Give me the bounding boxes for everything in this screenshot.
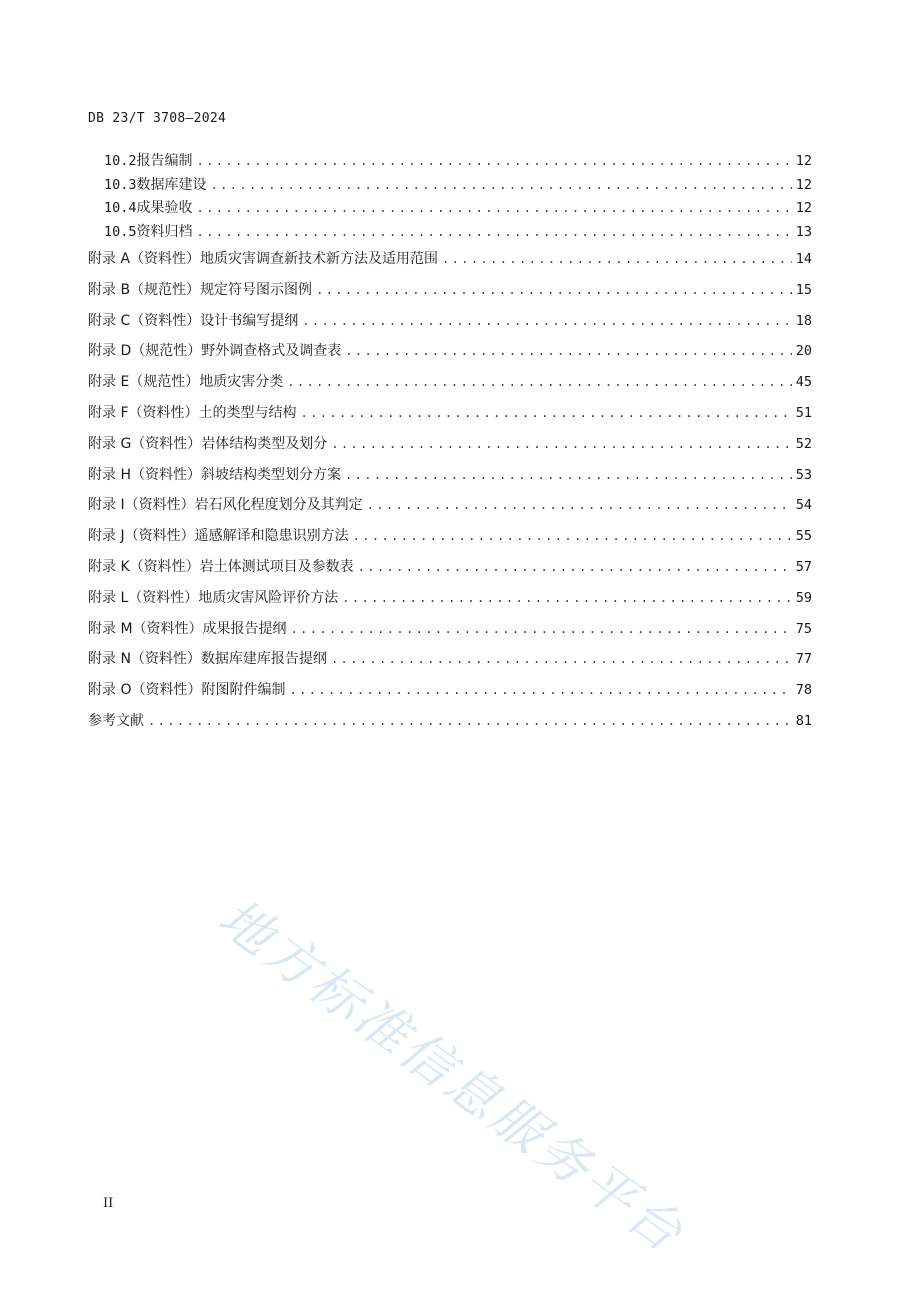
toc-dot-leader [291, 614, 792, 645]
toc-entry-10-5[interactable] [88, 221, 812, 245]
toc-entry-title: 岩体结构类型及划分 [201, 435, 328, 452]
toc-dot-leader [197, 150, 792, 174]
toc-page-number: 57 [795, 558, 812, 575]
toc-entry-title: 成果报告提纲 [202, 620, 287, 637]
toc-appendix-label: 附录 I（资料性） [88, 497, 195, 514]
toc-page-number: 15 [795, 281, 812, 298]
toc-entry-title: 参考文献 [88, 712, 144, 729]
toc-entry-title: 资料归档 [136, 223, 193, 240]
toc-entry-title: 地质灾害分类 [199, 374, 284, 391]
toc-page-number: 12 [795, 176, 812, 193]
toc-entry-10-4[interactable] [88, 197, 812, 221]
toc-appendix-label: 附录 A（资料性） [88, 251, 201, 267]
toc-entry-appendix-k[interactable] [88, 552, 812, 583]
toc-page-number: 45 [795, 374, 812, 391]
toc-entry-appendix-f[interactable] [88, 398, 812, 429]
toc-entry-appendix-l[interactable] [88, 583, 812, 614]
toc-entry-references[interactable] [88, 706, 812, 737]
toc-entry-title: 数据库建设 [136, 176, 207, 193]
toc-page-number: 55 [795, 528, 812, 545]
toc-dot-leader [353, 521, 792, 552]
toc-page-number: 75 [795, 620, 812, 637]
toc-section-number: 10.5 [104, 223, 137, 240]
toc-page-number: 13 [795, 223, 812, 240]
toc-entry-appendix-b[interactable] [88, 275, 812, 306]
toc-dot-leader [442, 244, 792, 275]
toc-page-number: 78 [795, 682, 812, 699]
toc-entry-title: 地质灾害调查新技术新方法及适用范围 [200, 251, 439, 267]
toc-entry-title: 报告编制 [136, 153, 193, 169]
toc-appendix-label: 附录 N（资料性） [88, 651, 201, 668]
toc-dot-leader [316, 275, 792, 306]
toc-entry-title: 岩石风化程度划分及其判定 [194, 497, 363, 514]
toc-page-number: 12 [795, 153, 812, 169]
toc-dot-leader [148, 706, 792, 737]
toc-appendix-label: 附录 B（规范性） [88, 281, 201, 298]
toc-entry-title: 野外调查格式及调查表 [201, 343, 342, 360]
toc-entry-title: 岩土体测试项目及参数表 [199, 558, 354, 575]
toc-page-number: 59 [795, 589, 812, 606]
document-standard-number: DB 23/T 3708—2024 [88, 111, 227, 126]
toc-appendix-label: 附录 L（资料性） [88, 589, 199, 606]
toc-entry-appendix-j[interactable] [88, 521, 812, 552]
toc-page-number: 77 [795, 651, 812, 668]
toc-appendix-label: 附录 G（资料性） [88, 435, 202, 452]
toc-dot-leader [197, 221, 792, 245]
toc-dot-leader [345, 460, 792, 491]
toc-dot-leader [367, 490, 792, 521]
toc-page-number: 14 [795, 251, 812, 267]
watermark-text: 地方标准信息服务平台 [207, 887, 696, 1266]
toc-appendix-label: 附录 M（资料性） [88, 620, 203, 637]
toc-entry-10-2[interactable] [88, 150, 812, 174]
toc-section-number: 10.4 [104, 200, 137, 216]
toc-page-number: 81 [795, 712, 812, 729]
toc-dot-leader [211, 174, 792, 198]
toc-entry-title: 斜坡结构类型划分方案 [200, 466, 341, 483]
toc-dot-leader [331, 429, 791, 460]
toc-dot-leader [345, 336, 792, 367]
toc-entry-title: 成果验收 [136, 200, 193, 216]
toc-entry-appendix-n[interactable] [88, 644, 812, 675]
toc-dot-leader [302, 306, 792, 337]
toc-page-number: 53 [795, 466, 812, 483]
toc-entry-appendix-a[interactable] [88, 244, 812, 275]
toc-dot-leader [287, 367, 791, 398]
toc-page-number: 52 [795, 435, 812, 452]
toc-dot-leader [289, 675, 791, 706]
toc-entry-appendix-e[interactable] [88, 367, 812, 398]
toc-appendix-label: 附录 J（资料性） [88, 528, 195, 545]
toc-page-number: 18 [795, 312, 812, 329]
toc-page-number: 51 [795, 404, 812, 421]
toc-section-number: 10.3 [104, 176, 137, 193]
toc-page-number: 20 [795, 343, 812, 360]
toc-entry-appendix-g[interactable] [88, 429, 812, 460]
toc-appendix-label: 附录 C（资料性） [88, 312, 201, 329]
toc-entry-appendix-o[interactable] [88, 675, 812, 706]
toc-entry-appendix-m[interactable] [88, 614, 812, 645]
toc-entry-title: 规定符号图示图例 [200, 281, 313, 298]
toc-dot-leader [197, 197, 792, 221]
toc-appendix-label: 附录 F（资料性） [88, 404, 199, 421]
toc-dot-leader [301, 398, 792, 429]
toc-appendix-label: 附录 E（规范性） [88, 374, 200, 391]
toc-entry-title: 附图附件编制 [201, 682, 286, 699]
toc-dot-leader [342, 583, 791, 614]
toc-entry-title: 地质灾害风险评价方法 [198, 589, 339, 606]
toc-appendix-label: 附录 D（规范性） [88, 343, 202, 360]
toc-appendix-label: 附录 H（资料性） [88, 466, 201, 483]
toc-entry-title: 土的类型与结构 [198, 404, 297, 421]
toc-page-number: 12 [795, 200, 812, 216]
toc-page-number: 54 [795, 497, 812, 514]
toc-appendix-label: 附录 K（资料性） [88, 558, 200, 575]
toc-dot-leader [331, 644, 792, 675]
toc-entry-appendix-i[interactable] [88, 490, 812, 521]
toc-entry-appendix-h[interactable] [88, 460, 812, 491]
page-footer-number: II [103, 1196, 114, 1211]
toc-section-number: 10.2 [104, 153, 137, 169]
toc-entry-appendix-c[interactable] [88, 306, 812, 337]
toc-dot-leader [358, 552, 792, 583]
toc-entry-title: 数据库建库报告提纲 [200, 651, 327, 668]
toc-entry-title: 遥感解译和隐患识别方法 [194, 528, 349, 545]
toc-entry-appendix-d[interactable] [88, 336, 812, 367]
toc-entry-10-3[interactable] [88, 174, 812, 198]
toc-appendix-label: 附录 O（资料性） [88, 682, 202, 699]
table-of-contents [88, 150, 812, 737]
toc-entry-title: 设计书编写提纲 [200, 312, 299, 329]
